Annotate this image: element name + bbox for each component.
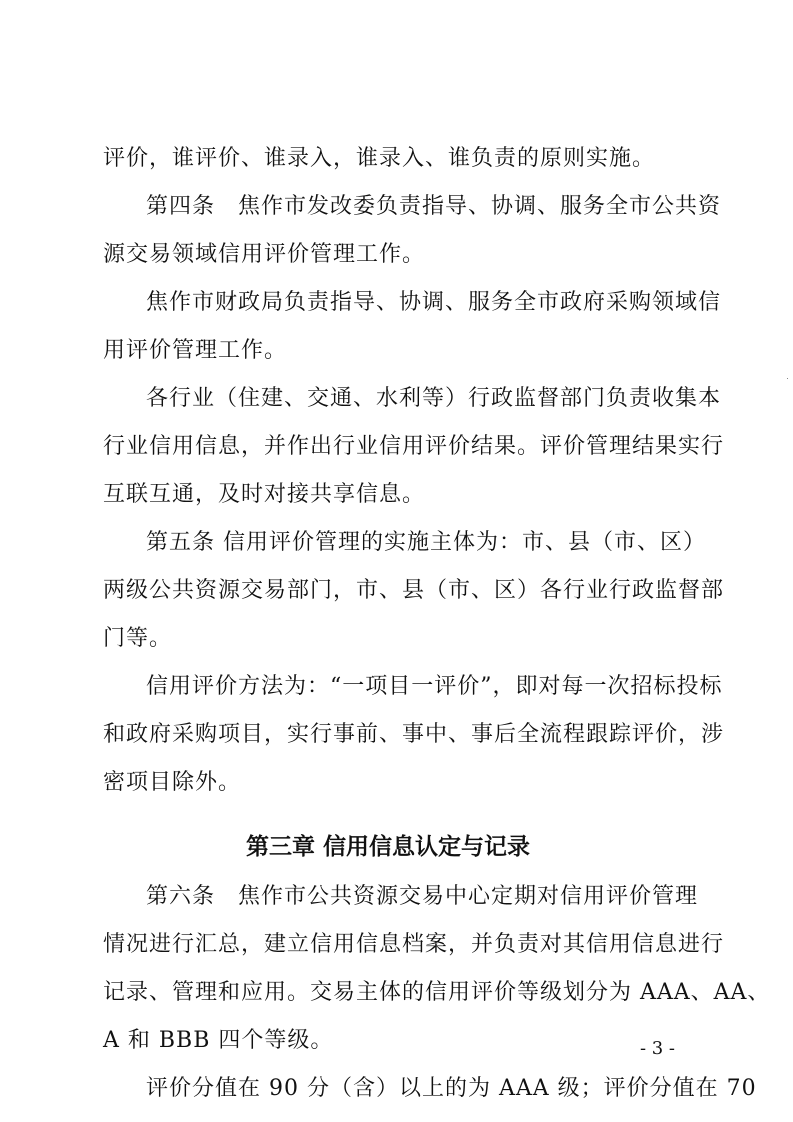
paragraph-line: 行业信用信息，并作出行业信用评价结果。评价管理结果实行 — [103, 434, 725, 459]
paragraph-line: 评价，谁评价、谁录入，谁录入、谁负责的原则实施。 — [103, 146, 656, 171]
paragraph-line: 评价分值在 90 分（含）以上的为 AAA 级；评价分值在 70 — [146, 1076, 757, 1101]
paragraph-line: 用评价管理工作。 — [103, 338, 288, 363]
paragraph-line: 焦作市财政局负责指导、协调、服务全市政府采购领域信 — [146, 290, 722, 315]
paragraph-line: 第六条 焦作市公共资源交易中心定期对信用评价管理 — [146, 884, 699, 909]
paragraph-line: 互联互通，及时对接共享信息。 — [103, 482, 426, 507]
scan-edge-mark — [787, 378, 788, 379]
paragraph-line: 信用评价方法为：“一项目一评价”，即对每一次招标投标 — [146, 674, 723, 699]
paragraph-line: 门等。 — [103, 626, 173, 651]
paragraph-line: 第四条 焦作市发改委负责指导、协调、服务全市公共资 — [146, 194, 722, 219]
paragraph-line: 第五条 信用评价管理的实施主体为：市、县（市、区） — [146, 530, 706, 555]
paragraph-line: 情况进行汇总，建立信用信息档案，并负责对其信用信息进行 — [103, 932, 725, 957]
paragraph-line: 源交易领域信用评价管理工作。 — [103, 242, 426, 267]
chapter-title: 第三章 信用信息认定与记录 — [246, 834, 531, 860]
paragraph-line: 两级公共资源交易部门，市、县（市、区）各行业行政监督部 — [103, 578, 725, 603]
page-number: - 3 - — [639, 1038, 675, 1059]
paragraph-line: A 和 BBB 四个等级。 — [103, 1028, 334, 1053]
paragraph-line: 各行业（住建、交通、水利等）行政监督部门负责收集本 — [146, 386, 722, 411]
paragraph-line: 记录、管理和应用。交易主体的信用评价等级划分为 AAA、AA、 — [103, 980, 771, 1005]
paragraph-line: 密项目除外。 — [103, 770, 242, 795]
paragraph-line: 和政府采购项目，实行事前、事中、事后全流程跟踪评价，涉 — [103, 722, 725, 747]
